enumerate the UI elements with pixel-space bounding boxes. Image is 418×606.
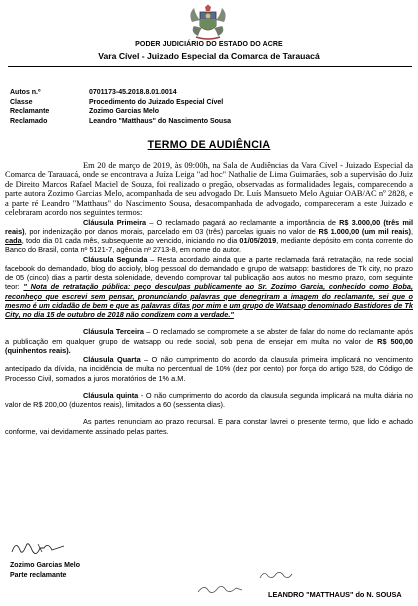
case-info-value: Procedimento do Juizado Especial Cível: [89, 98, 224, 106]
court-division: Vara Cível - Juizado Especial da Comarca de Tarauacá: [98, 51, 320, 61]
clause-title: Cláusula Segunda: [83, 254, 148, 264]
case-info-value: Leandro "Matthaus" do Nascimento Sousa: [89, 117, 231, 125]
clause-first: Cláusula Primeira – O reclamado pagará ao reclamante a importância de R$ 3.000,00 (três mil reais), por indenização por danos morais, parcelado em 03 (três) parcelas iguais no valor de R$ 1.000,00 (um mil reais), cada, todo dia 01 cada mês, subsequente ao vencido, iniciando no dia 01/05/2019, mediante depósito em conta corrente do Banco do Brasil, conta nº 5121-7, agência nº 2713-8, em nome do autor.: [5, 217, 413, 255]
case-info-label: Autos n.º: [10, 89, 41, 96]
case-info-row: [10, 107, 231, 117]
signature-reclamante: [8, 536, 68, 560]
signature-scribble: [258, 568, 294, 582]
reclamado-name: LEANDRO "MATTHAUS" do N. SOUSA: [268, 590, 402, 599]
intro-paragraph: Em 20 de março de 2019, às 09:00h, na Sala de Audiências da Vara Cível - Juizado Especial da Comarca de Tarauacá, onde se encontrava a Juíza Leiga "ad hoc" Nathalie de Lima Guimarães, sob a supervisão do Juiz de Direito Marcos Rafael Maciel de Souza, foi realizado o pregão, observadas as formalidades legais, comparecendo a parte autora Zozimo Garcias Melo, acompanhada de seu advogado Dr. Luís Mansueto Melo Aguiar OAB/AC nº 2828, e a parte ré Leandro "Matthaus" do Nascimento Sousa, desacompanhada de advogado, compareceram a este Juizado e celebraram acordo nos seguintes termos:: [5, 160, 413, 218]
reclamante-name: Zozimo Garcias Melo: [10, 562, 81, 569]
case-info-row: [10, 98, 231, 108]
clause-second: Cláusula Segunda – Resta acordado ainda que a parte reclamada fará retratação, na rede social facebook do demandado, blog do accioly, blog pessoal do demandado e grupo de watsapp: bastidores de Tk city, no prazo de 05 (cinco) dias a partir desta solenidade, devendo comprovar tal publicação aos autos no mesmo prazo, com seguinte teor: " Nota de retratação pública: peço desculpas publicamente ao Sr. Zozimo Garcia, conhecido como Boba, reconheço que escrevi sem pensar, pronunciando palavras que denegriram a imagem do reclamante, sei que o mesmo é um cidadão de bem e que as palavras ditas por mim e um grupo de Watsaap denominado Bastidores de Tk City, no dia 15 de outubro de 2018 não condizem com a verdade.": [5, 254, 413, 320]
case-info-label: Classe: [10, 98, 33, 106]
document-body: [5, 161, 413, 436]
reclamante-role: Parte reclamante: [10, 572, 67, 579]
case-info-label: Reclamante: [10, 108, 50, 116]
signature-reclamado: [196, 580, 244, 598]
clause-title: Cláusula quinta: [83, 390, 139, 400]
case-info-value: Zozimo Garcias Melo: [89, 108, 160, 116]
clause-title: Cláusula Terceira: [83, 327, 144, 337]
retraction-note: " Nota de retratação pública: peço desculpas publicamente ao Sr. Zozimo Garcia, conhecido como Boba, reconheço que escrevi sem pensar, pronunciando palavras que denegriram a imagem do reclamante, sei que o mesmo é um cidadão de bem e que as palavras ditas por mim e um grupo de Watsaap denominado Bastidores de Tk City, no dia 15 de outubro de 2018 não condizem com a verdade.": [5, 282, 413, 320]
clause-title: Cláusula Primeira: [83, 217, 147, 227]
clause-third: Cláusula Terceira – O reclamado se compromete a se abster de falar do nome do reclamante após a publicação em qualquer grupo de watsapp ou rede social, sob pena de ensejar em multa no valor de R$ 500,00 (quinhentos reais).: [5, 327, 413, 355]
coat-of-arms-icon: [186, 4, 230, 40]
clause-fourth: Cláusula Quarta – O não cumprimento do acordo da clausula primeira implicará no vencimento antecipado da dívida, na incidência de multa no percentual de 10% (dez por cento) por força do artigo 528, do Código de Processo Civil, somados a juros moratórios de 1% a.M.: [5, 355, 413, 383]
case-info-value: 0701173-45.2018.8.01.0014: [89, 89, 177, 96]
court-name: PODER JUDICIÁRIO DO ESTADO DO ACRE: [135, 41, 283, 48]
clause-fifth: Cláusula quinta - O não cumprimento do acordo da clausula segunda implicará na multa diária no valor de R$ 200,00 (duzentos reais), limitados a 60 (sessenta dias).: [5, 390, 413, 410]
clause-title: Cláusula Quarta: [83, 355, 141, 365]
closing-paragraph: As partes renunciam ao prazo recursal. E para constar lavrei o presente termo, que lido e achado conforme, vai devidamente assinado pelas partes.: [5, 417, 413, 436]
document-title: TERMO DE AUDIÊNCIA: [147, 139, 271, 151]
case-info-row: [10, 117, 231, 127]
header-divider: [8, 66, 412, 67]
case-info: [10, 88, 231, 126]
case-info-label: Reclamado: [10, 117, 48, 125]
case-info-row: [10, 88, 231, 98]
